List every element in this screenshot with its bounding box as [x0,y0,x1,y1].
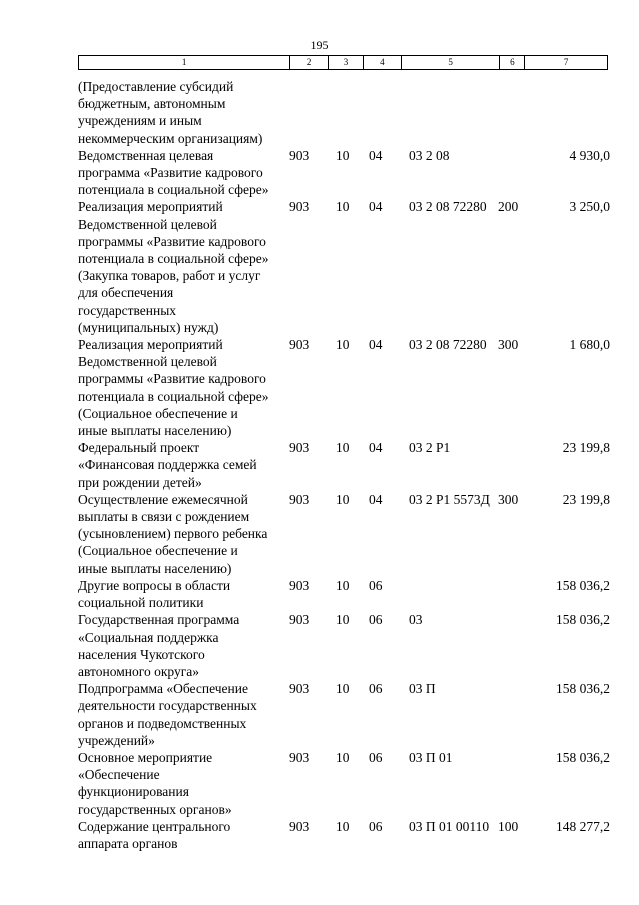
table-row [78,439,610,491]
row-name [78,818,289,852]
row-gr: 903 [289,199,310,215]
row-sum: 4 930,0 [569,147,610,163]
row-vr: 200 [498,199,519,215]
row-gr: 903 [289,681,310,697]
row-name-line: Ведомственной целевой [78,354,217,370]
column-header-6: 6 [499,56,524,69]
row-name [78,336,289,439]
row-rz: 10 [336,681,350,697]
row-name-line: деятельности государственных [78,698,257,714]
row-name-line: бюджетным, автономным [78,96,226,112]
row-gr: 903 [289,612,310,628]
row-sum: 23 199,8 [562,491,610,507]
row-name-line: населения Чукотского [78,646,205,662]
row-rz: 10 [336,337,350,353]
row-csr: 03 2 P1 [409,440,451,456]
row-name-line: Основное мероприятие [78,749,213,765]
row-gr: 903 [289,337,310,353]
row-rz: 10 [336,749,350,765]
row-name-line: при рождении детей» [78,474,202,490]
row-name-line: иные выплаты населению) [78,423,232,439]
row-name-line: потенциала в социальной сфере» [78,251,269,267]
row-rz: 10 [336,147,350,163]
row-name-line: выплаты в связи с рождением [78,509,250,525]
row-pr: 06 [369,681,383,697]
row-csr: 03 2 08 72280 [409,199,487,215]
row-sum: 158 036,2 [556,681,610,697]
row-rz: 10 [336,199,350,215]
row-gr: 903 [289,749,310,765]
row-pr: 06 [369,818,383,834]
row-sum: 158 036,2 [556,749,610,765]
table-row [78,491,610,577]
row-csr: 03 П 01 [409,749,453,765]
column-header-7: 7 [524,56,607,69]
row-rz: 10 [336,491,350,507]
row-name-line: иные выплаты населению) [78,560,232,576]
page-number: 195 [310,38,329,52]
row-name-line: (муниципальных) нужд) [78,319,219,335]
row-rz: 10 [336,440,350,456]
row-name-line: (Закупка товаров, работ и услуг [78,268,261,284]
budget-table-body [78,78,610,852]
row-gr: 903 [289,818,310,834]
column-header-2: 2 [289,56,328,69]
table-row [78,147,610,199]
table-row [78,577,610,611]
row-rz: 10 [336,612,350,628]
row-vr [498,749,526,818]
row-name-line: некоммерческим организациям) [78,130,263,146]
row-name-line: Государственная программа [78,612,240,628]
row-rz [328,78,363,147]
row-name-line: государственных [78,302,177,318]
row-vr [498,78,526,147]
table-row [78,78,610,147]
row-gr: 903 [289,440,310,456]
row-name [78,439,289,491]
row-csr [401,577,498,611]
row-name-line: социальной политики [78,595,204,611]
row-vr [498,577,526,611]
row-name-line: (Социальное обеспечение и [78,405,238,421]
row-csr: 03 [409,612,423,628]
row-sum: 23 199,8 [562,440,610,456]
row-name [78,680,289,749]
row-pr: 04 [369,199,383,215]
row-csr: 03 П 01 00110 [409,818,490,834]
row-gr: 903 [289,577,310,593]
row-vr [498,611,526,680]
row-csr: 03 2 08 [409,147,450,163]
row-name-line: государственных органов» [78,801,232,817]
row-sum: 1 680,0 [569,337,610,353]
row-name-line: (усыновлением) первого ребенка [78,526,268,542]
row-name-line: «Обеспечение [78,767,160,783]
row-name-line: потенциала в социальной сфере» [78,182,269,198]
row-name [78,198,289,336]
row-name-line: программы «Развитие кадрового [78,233,266,249]
row-pr: 04 [369,440,383,456]
row-pr: 06 [369,612,383,628]
row-name-line: Федеральный проект [78,440,200,456]
row-name-line: для обеспечения [78,285,174,301]
row-name-line: «Финансовая поддержка семей [78,457,257,473]
row-vr: 300 [498,491,519,507]
row-csr [401,78,498,147]
row-name [78,749,289,818]
row-name-line: учреждений» [78,732,155,748]
row-sum: 3 250,0 [569,199,610,215]
row-rz: 10 [336,577,350,593]
row-vr [498,680,526,749]
table-row [78,336,610,439]
row-name-line: Реализация мероприятий [78,337,223,353]
row-name-line: автономного округа» [78,663,199,679]
row-pr: 04 [369,491,383,507]
column-header-5: 5 [401,56,500,69]
row-csr: 03 2 08 72280 [409,337,487,353]
row-sum: 158 036,2 [556,577,610,593]
table-row [78,198,610,336]
column-header-4: 4 [363,56,401,69]
row-vr: 300 [498,337,519,353]
table-row [78,818,610,852]
row-vr: 100 [498,818,519,834]
row-csr: 03 П [409,681,436,697]
row-name-line: учреждениям и иным [78,113,202,129]
row-name-line: потенциала в социальной сфере» [78,388,269,404]
table-header [78,55,608,70]
column-header-3: 3 [328,56,363,69]
row-gr [289,78,328,147]
row-name [78,147,289,199]
row-name-line: аппарата органов [78,835,178,851]
row-name-line: Ведомственной целевой [78,216,217,232]
row-name [78,78,289,147]
row-vr [498,147,526,199]
row-name [78,577,289,611]
row-csr: 03 2 P1 5573Д [409,491,490,507]
row-name-line: программа «Развитие кадрового [78,165,263,181]
row-pr [363,78,401,147]
row-name-line: органов и подведомственных [78,715,247,731]
row-pr: 06 [369,577,383,593]
row-pr: 04 [369,337,383,353]
row-gr: 903 [289,147,310,163]
column-header-1: 1 [181,57,187,67]
row-name-line: Ведомственная целевая [78,147,214,163]
table-row [78,749,610,818]
row-name-line: «Социальная поддержка [78,629,219,645]
row-name [78,491,289,577]
row-sum: 158 036,2 [556,612,610,628]
row-name-line: Осуществление ежемесячной [78,491,248,507]
row-sum [526,78,610,147]
table-row [78,680,610,749]
row-name-line: (Предоставление субсидий [78,79,234,94]
row-name-line: функционирования [78,784,189,800]
row-name-line: (Социальное обеспечение и [78,543,238,559]
row-sum: 148 277,2 [556,818,610,834]
row-pr: 04 [369,147,383,163]
row-name [78,611,289,680]
row-gr: 903 [289,491,310,507]
row-name-line: Подпрограмма «Обеспечение [78,681,248,697]
row-name-line: Содержание центрального [78,818,231,834]
table-row [78,611,610,680]
row-pr: 06 [369,749,383,765]
row-rz: 10 [336,818,350,834]
row-name-line: Другие вопросы в области [78,577,231,593]
row-vr [498,439,526,491]
row-name-line: программы «Развитие кадрового [78,371,266,387]
row-name-line: Реализация мероприятий [78,199,223,215]
